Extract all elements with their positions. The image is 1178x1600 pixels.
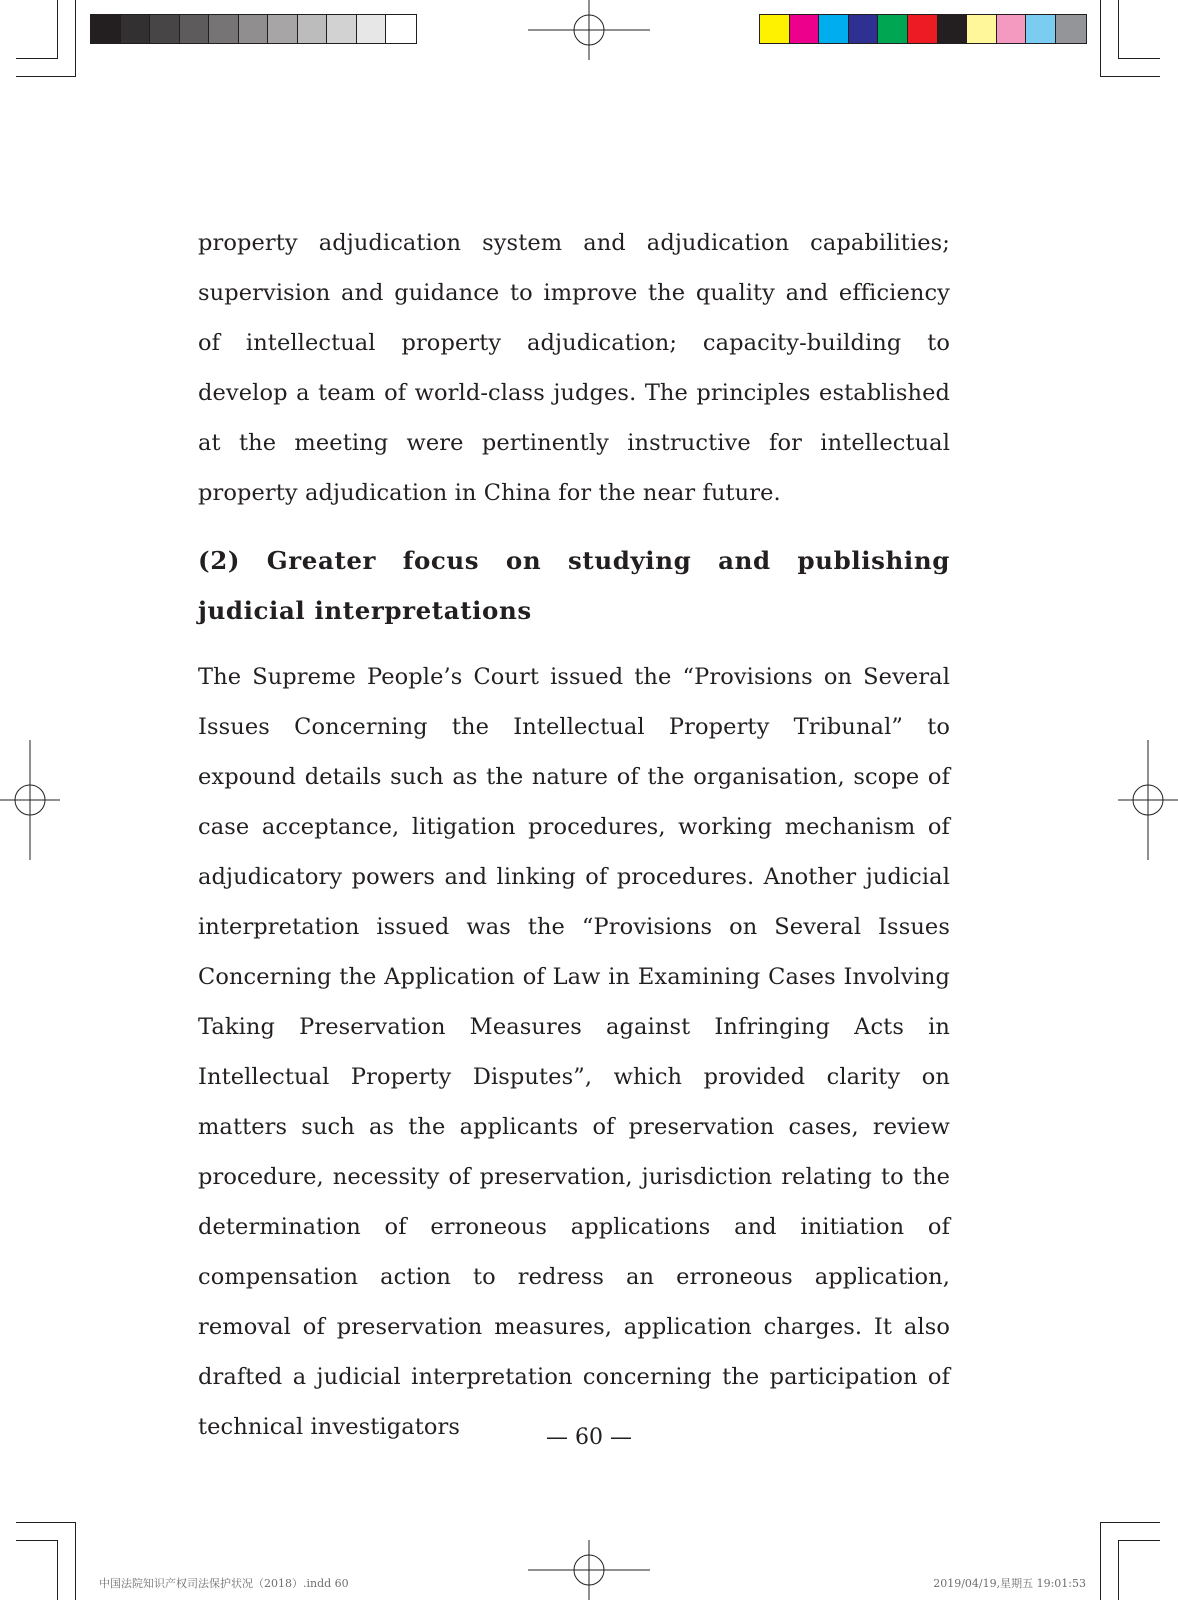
gray-swatch (298, 15, 328, 43)
page-body (198, 218, 950, 1452)
paragraph-1: property adjudication system and adjudication capabilities; supervision and guidance to improve the quality and efficiency of intellectual property adjudication; capacity-building to develop a team of world-class judges. The principles established at the meeting were pertinently instructive for intellectual property adjudication in China for the near future. (198, 230, 950, 506)
process-color-swatch (967, 15, 997, 43)
slug-timestamp: 2019/04/19,星期五 19:01:53 (933, 1577, 1086, 1590)
crop-mark-top-left-vertical-2 (57, 0, 58, 58)
crop-mark-bottom-right-horizontal-2 (1118, 1540, 1160, 1541)
paragraph-2: The Supreme People’s Court issued the “Provisions on Several Issues Concerning the Intellectual Property Tribunal” to expound details such as the nature of the organisation, scope of case acceptance, litigation procedures, working mechanism of adjudicatory powers and linking of procedures. Another judicial interpretation issued was the “Provisions on Several Issues Concerning the Application of Law in Examining Cases Involving Taking Preservation Measures against Infringing Acts in Intellectual Property Disputes”, which provided clarity on matters such as the applicants of preservation cases, review procedure, necessity of preservation, jurisdiction relating to the determination of erroneous applications and initiation of compensation action to redress an erroneous application, removal of preservation measures, application charges. It also drafted a judicial interpretation concerning the participation of technical investigators (198, 664, 950, 1440)
crop-mark-bottom-left-vertical (75, 1522, 76, 1600)
gray-swatch (239, 15, 269, 43)
registration-mark-top (528, 0, 650, 60)
gray-swatch (327, 15, 357, 43)
gray-swatch (386, 15, 416, 43)
slug-file-name: 中国法院知识产权司法保护状况（2018）.indd 60 (99, 1577, 349, 1590)
crop-mark-bottom-right-vertical-2 (1118, 1540, 1119, 1600)
process-color-swatch (849, 15, 879, 43)
process-color-swatch (878, 15, 908, 43)
crop-mark-top-left-horizontal-2 (16, 58, 58, 59)
gray-swatch (209, 15, 239, 43)
crop-mark-top-right-vertical (1100, 0, 1101, 76)
crop-mark-bottom-right-horizontal (1100, 1522, 1160, 1523)
process-color-swatch (1056, 15, 1086, 43)
crop-mark-top-left-horizontal (16, 76, 76, 77)
gray-swatch (268, 15, 298, 43)
crop-mark-bottom-right-vertical (1100, 1522, 1101, 1600)
section-heading: (2) Greater focus on studying and publishing judicial interpretations (198, 546, 950, 625)
process-color-swatch (997, 15, 1027, 43)
crop-mark-top-right-horizontal-2 (1118, 58, 1160, 59)
process-color-bar (759, 14, 1087, 44)
process-color-swatch (938, 15, 968, 43)
gray-swatch (150, 15, 180, 43)
gray-swatch (180, 15, 210, 43)
gray-swatch (121, 15, 151, 43)
crop-mark-bottom-left-horizontal (16, 1522, 76, 1523)
process-color-swatch (908, 15, 938, 43)
gray-swatch (91, 15, 121, 43)
registration-mark-right (1118, 740, 1178, 860)
process-color-swatch (819, 15, 849, 43)
process-color-swatch (790, 15, 820, 43)
crop-mark-bottom-left-vertical-2 (57, 1540, 58, 1600)
grayscale-color-bar (90, 14, 417, 44)
crop-mark-bottom-left-horizontal-2 (16, 1540, 58, 1541)
process-color-swatch (1026, 15, 1056, 43)
registration-mark-bottom (528, 1540, 650, 1600)
registration-mark-left (0, 740, 60, 860)
process-color-swatch (760, 15, 790, 43)
crop-mark-top-left-vertical (75, 0, 76, 76)
page-number: — 60 — (546, 1425, 632, 1450)
gray-swatch (357, 15, 387, 43)
crop-mark-top-right-horizontal (1100, 76, 1160, 77)
crop-mark-top-right-vertical-2 (1118, 0, 1119, 58)
